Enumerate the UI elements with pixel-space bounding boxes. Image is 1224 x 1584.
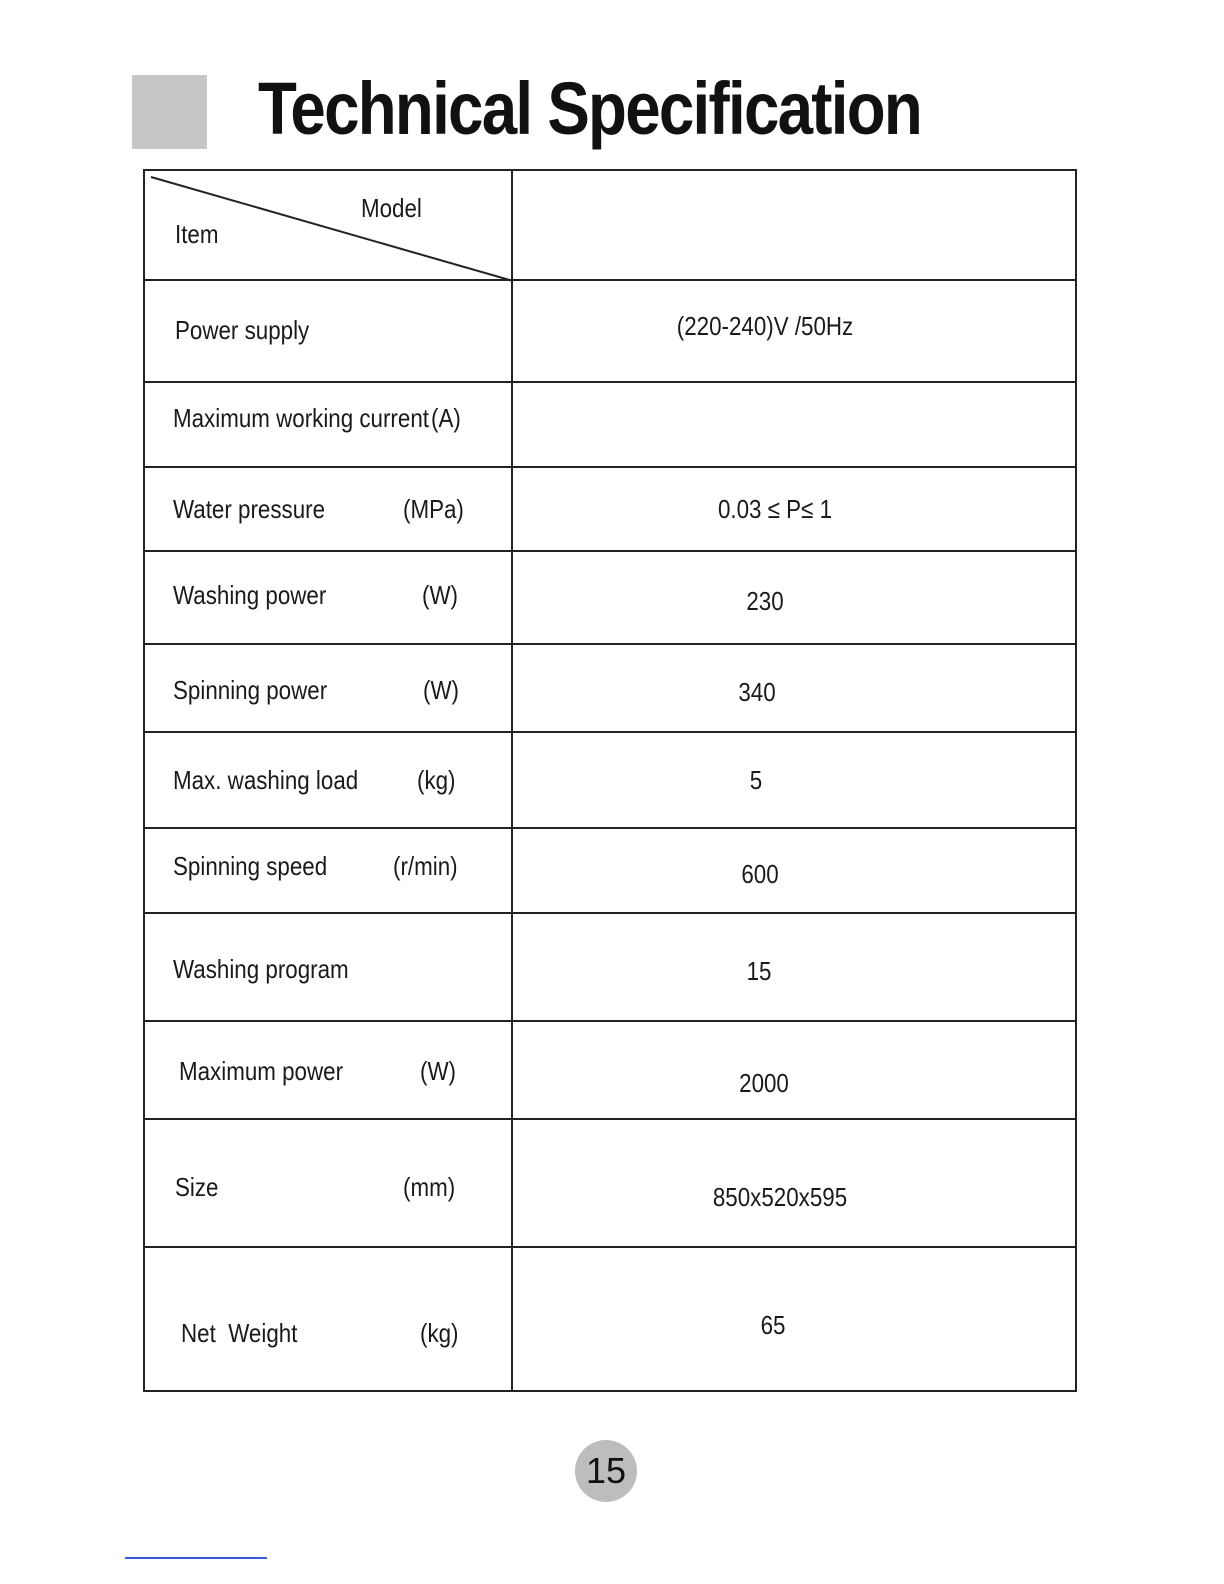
row-value: 65 [760,1310,786,1340]
section-marker-box [132,75,207,149]
row-unit-label: (W) [420,1056,456,1086]
table-row [145,1022,1075,1119]
table-row [145,829,1075,913]
header-model-label: Model [361,193,422,223]
row-item-label: Power supply [175,315,310,345]
row-unit-label: (mm) [403,1172,456,1202]
table-row [145,1120,1075,1246]
row-unit-label: (W) [423,675,459,705]
table-row [145,552,1075,644]
row-unit-label: (r/min) [393,851,458,881]
table-row [145,281,1075,381]
page-number: 15 [585,1450,627,1491]
row-value: 0.03 ≤ P≤ 1 [717,494,833,524]
row-value: 2000 [739,1068,789,1098]
row-item-label: Washing program [173,954,349,984]
row-unit-label: (MPa) [403,494,464,524]
table-row [145,733,1075,828]
row-item-label: Spinning speed [173,851,328,881]
row-item-label: Washing power [173,580,327,610]
row-unit-label: (kg) [417,765,456,795]
row-unit-label: (W) [422,580,458,610]
table-row [145,645,1075,732]
row-value: 230 [746,586,784,616]
row-unit-label: (A) [431,403,461,433]
row-item-label: Spinning power [173,675,328,705]
header-item-label: Item [175,219,219,249]
row-item-label: Net Weight [181,1318,298,1348]
row-item-label: Water pressure [173,494,326,524]
bottom-rule [125,1557,267,1559]
row-item-label: Size [175,1172,219,1202]
page-number-badge [575,1440,637,1502]
table-row [145,1248,1075,1391]
row-value: 850x520x595 [712,1182,848,1212]
table-row [145,914,1075,1021]
table-header-row [145,171,1075,279]
table-row [145,383,1075,467]
row-value: (220-240)V /50Hz [676,311,854,341]
table-row [145,468,1075,551]
row-value: 340 [738,677,776,707]
row-value: 5 [749,765,763,795]
row-unit-label: (kg) [420,1318,459,1348]
row-value: 600 [741,859,779,889]
page-title: Technical Specification [258,67,922,150]
row-item-label: Maximum power [179,1056,344,1086]
row-value: 15 [746,956,772,986]
spec-table [143,169,1077,1392]
row-item-label: Max. washing load [173,765,359,795]
row-item-label: Maximum working current [173,403,429,433]
